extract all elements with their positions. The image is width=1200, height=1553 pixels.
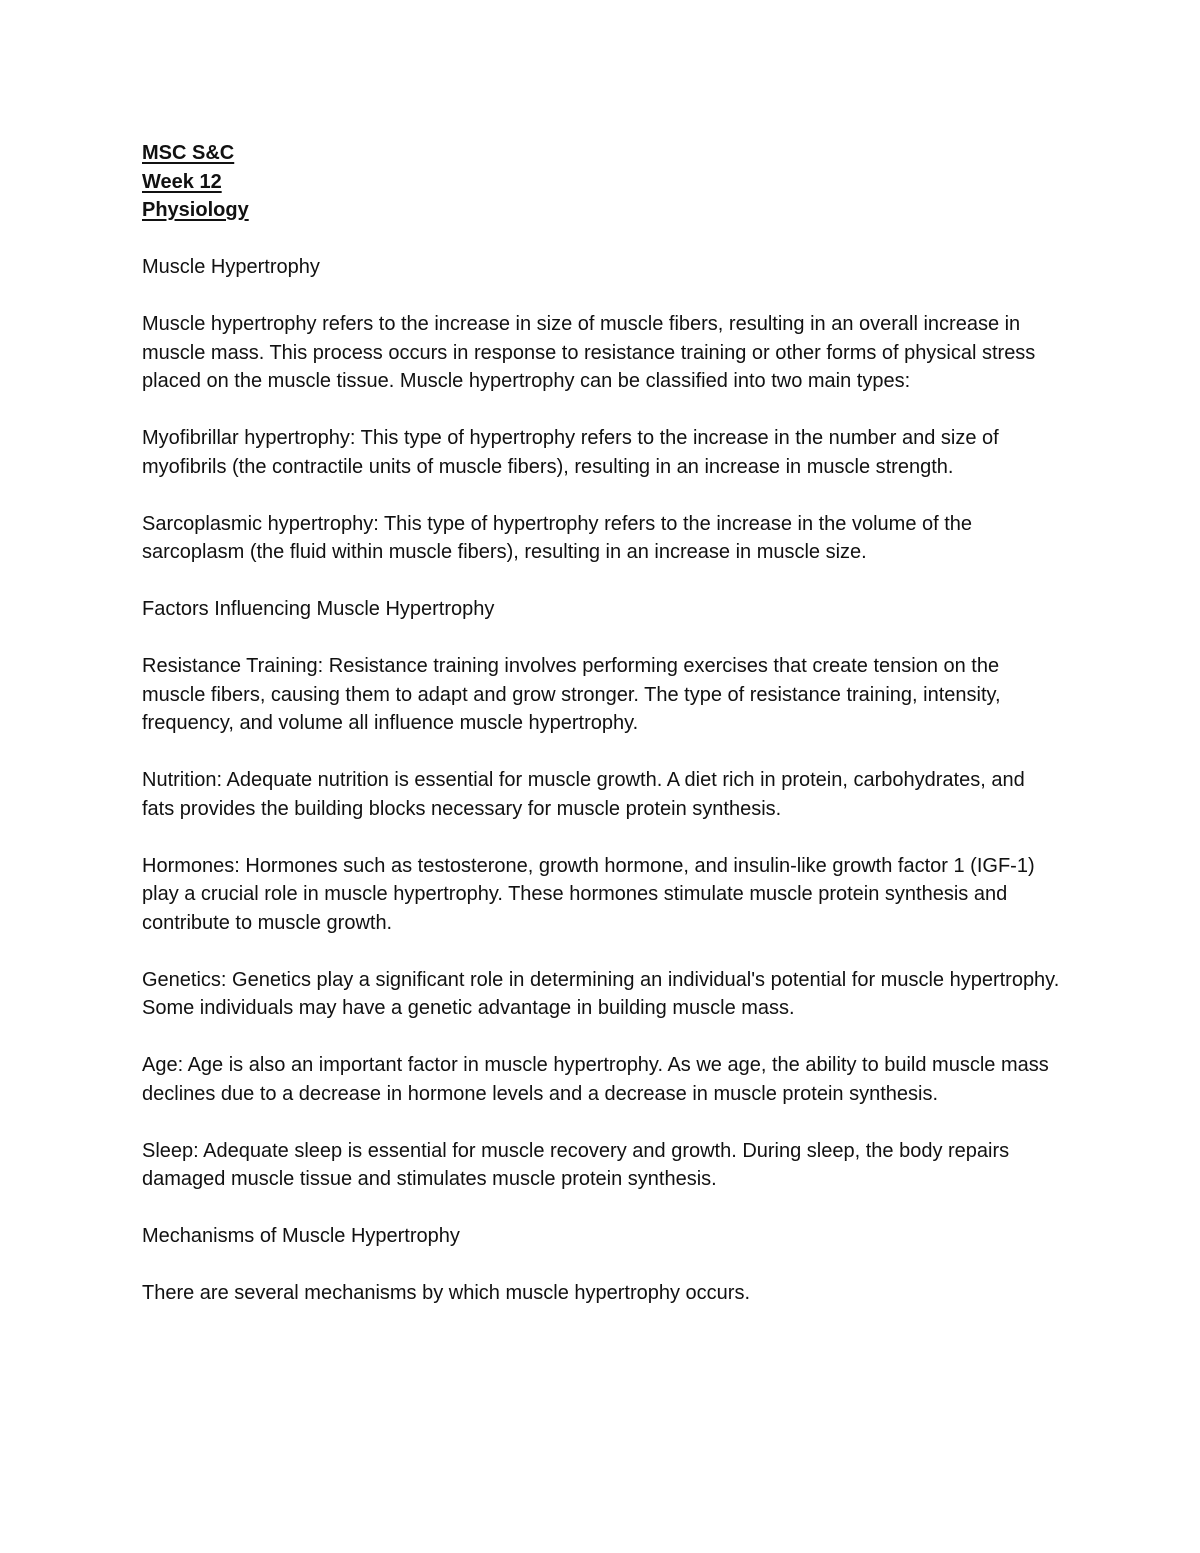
document-body bbox=[142, 139, 1062, 1308]
paragraph: Sleep: Adequate sleep is essential for muscle recovery and growth. During sleep, the body repairs damaged muscle tissue and stimulates muscle protein synthesis. bbox=[142, 1139, 1010, 1190]
document-header bbox=[142, 139, 1062, 225]
section-factors bbox=[142, 595, 1062, 1194]
course-title: MSC S&C bbox=[142, 142, 235, 164]
week-label: Week 12 bbox=[142, 170, 222, 193]
section-muscle-hypertrophy bbox=[142, 253, 1062, 567]
paragraph: Resistance Training: Resistance training involves performing exercises that create tension on the muscle fibers, causing them to adapt and grow stronger. The type of resistance training, intensity, frequency, and volume all influence muscle hypertrophy. bbox=[142, 655, 1001, 734]
paragraph: Myofibrillar hypertrophy: This type of hypertrophy refers to the increase in the number and size of myofibrils (the contractile units of muscle fibers), resulting in an increase in muscle strength. bbox=[142, 427, 999, 478]
paragraph: Age: Age is also an important factor in muscle hypertrophy. As we age, the ability to build muscle mass declines due to a decrease in hormone levels and a decrease in muscle protein synthesis. bbox=[142, 1054, 1049, 1105]
section-mechanisms bbox=[142, 1222, 1062, 1308]
paragraph: Hormones: Hormones such as testosterone, growth hormone, and insulin-like growth factor 1 (IGF-1) play a crucial role in muscle hypertrophy. These hormones stimulate muscle protein synthesis and contribute to muscle growth. bbox=[142, 854, 1035, 934]
section-title: Muscle Hypertrophy bbox=[142, 256, 320, 278]
paragraph: There are several mechanisms by which muscle hypertrophy occurs. bbox=[142, 1282, 751, 1304]
subject-label: Physiology bbox=[142, 199, 249, 221]
paragraph: Nutrition: Adequate nutrition is essential for muscle growth. A diet rich in protein, carbohydrates, and fats provides the building blocks necessary for muscle protein synthesis. bbox=[142, 769, 1025, 820]
paragraph: Sarcoplasmic hypertrophy: This type of hypertrophy refers to the increase in the volume of the sarcoplasm (the fluid within muscle fibers), resulting in an increase in muscle size. bbox=[142, 512, 973, 563]
paragraph: Muscle hypertrophy refers to the increase in size of muscle fibers, resulting in an overall increase in muscle mass. This process occurs in response to resistance training or other forms of physical stress placed on the muscle tissue. Muscle hypertrophy can be classified into two main types: bbox=[142, 313, 1036, 392]
section-title: Factors Influencing Muscle Hypertrophy bbox=[142, 598, 495, 620]
section-title: Mechanisms of Muscle Hypertrophy bbox=[142, 1225, 460, 1247]
paragraph: Genetics: Genetics play a significant role in determining an individual's potential for muscle hypertrophy. Some individuals may have a genetic advantage in building muscle mass. bbox=[142, 968, 1060, 1019]
